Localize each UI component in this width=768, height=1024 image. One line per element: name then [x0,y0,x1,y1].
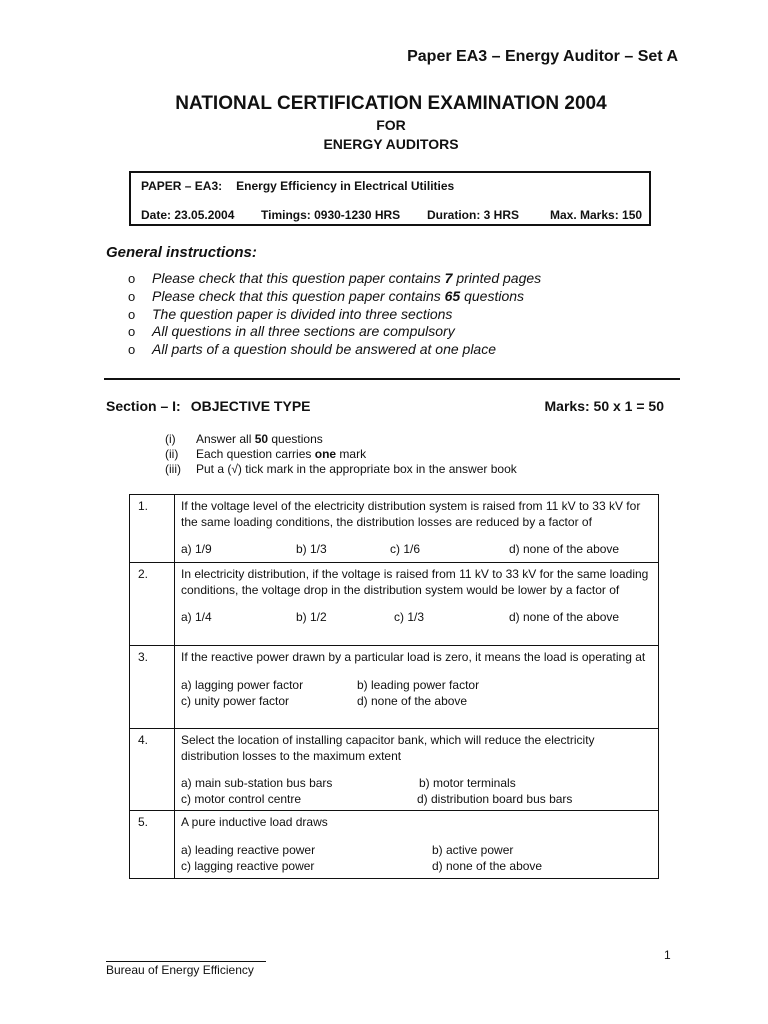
question-row [130,495,659,563]
question-cell [175,495,659,563]
general-instructions-heading: General instructions: [106,244,257,261]
question-row [130,563,659,646]
instruction-item: o All parts of a question should be answered at one place [128,341,497,358]
section-name: OBJECTIVE TYPE [190,398,311,414]
option-c: c) motor control centre [181,792,302,806]
question-text: Select the location of installing capacitor bank, which will reduce the electricity distribution losses to the maximum extent [181,733,595,763]
footer-organization: Bureau of Energy Efficiency [106,963,254,977]
option-d: d) none of the above [509,542,620,556]
section-instruction-item: (i) Answer all 50 questions [165,432,323,446]
bullet-icon: o [128,342,136,358]
question-cell [175,563,659,646]
paper-label: PAPER – EA3: [141,179,223,193]
question-row [130,729,659,811]
exam-subtitle-audience: ENERGY AUDITORS [323,136,459,152]
option-a: a) main sub-station bus bars [181,776,333,790]
question-options [181,678,652,708]
option-b: b) 1/2 [296,610,327,624]
question-text: If the reactive power drawn by a particular load is zero, it means the load is operating at [181,650,646,664]
question-options [181,542,652,556]
option-a: a) 1/4 [181,610,212,624]
bullet-icon: o [128,288,136,304]
section-label: Section – I: [106,398,181,414]
option-a: a) 1/9 [181,542,212,556]
option-b: b) motor terminals [419,776,516,790]
paper-name: Energy Efficiency in Electrical Utilities [236,179,455,193]
instruction-item: o Please check that this question paper contains 7 printed pages [128,270,542,286]
question-options [181,776,652,806]
instruction-item: o All questions in all three sections are compulsory [128,323,455,340]
bullet-icon: o [128,271,136,286]
question-number: 2. [130,563,175,646]
instruction-item: o The question paper is divided into three sections [128,305,453,322]
bullet-icon: o [128,324,136,340]
option-c: c) 1/3 [394,610,425,624]
option-d: d) none of the above [509,610,620,624]
question-number: 5. [130,811,175,879]
exam-duration: Duration: 3 HRS [427,208,520,222]
section-instructions [165,432,517,477]
max-marks: Max. Marks: 150 [550,208,643,222]
exam-timings: Timings: 0930-1230 HRS [261,208,401,222]
section-marks: Marks: 50 x 1 = 50 [544,398,664,414]
paper-info-box [129,171,651,226]
question-number: 4. [130,729,175,811]
question-cell [175,646,659,729]
paper-info-row [141,179,454,193]
section-divider [104,378,680,380]
option-d: d) none of the above [432,858,543,873]
option-d: d) none of the above [357,693,468,708]
instruction-item: o Please check that this question paper contains 65 questions [128,287,525,304]
option-b: b) active power [432,842,514,857]
option-c: c) lagging reactive power [181,858,315,873]
question-text: A pure inductive load draws [181,815,328,829]
section-instruction-item: (ii) Each question carries one mark [165,447,367,461]
questions-table [129,494,659,879]
question-options [181,610,652,624]
general-instructions-list [128,270,541,359]
option-b: b) leading power factor [357,677,480,692]
question-cell [175,811,659,879]
question-text: In electricity distribution, if the voltage is raised from 11 kV to 33 kV for the same loading conditions, the voltage drop in the distribution system would be lower by a factor of [181,567,649,597]
option-a: a) lagging power factor [181,677,304,692]
question-row [130,646,659,729]
exam-title: NATIONAL CERTIFICATION EXAMINATION 2004 [175,93,607,114]
question-row [130,811,659,879]
exam-date: Date: 23.05.2004 [141,208,235,222]
exam-subtitle-for: FOR [376,117,406,133]
question-number: 1. [130,495,175,563]
paper-id-header: Paper EA3 – Energy Auditor – Set A [407,48,678,65]
question-number: 3. [130,646,175,729]
option-c: c) unity power factor [181,693,290,708]
question-cell [175,729,659,811]
option-c: c) 1/6 [390,542,421,556]
footer-rule [106,961,266,962]
option-b: b) 1/3 [296,542,327,556]
question-text: If the voltage level of the electricity distribution system is raised from 11 kV to 33 kV for the same loading conditions, the distribution losses are reduced by a factor of [181,499,641,529]
option-a: a) leading reactive power [181,842,316,857]
option-d: d) distribution board bus bars [417,792,573,806]
bullet-icon: o [128,306,136,322]
page-number: 1 [664,948,671,962]
section-heading [106,398,311,414]
question-options [181,843,652,873]
section-instruction-item: (iii) Put a (√) tick mark in the appropriate box in the answer book [165,462,517,476]
